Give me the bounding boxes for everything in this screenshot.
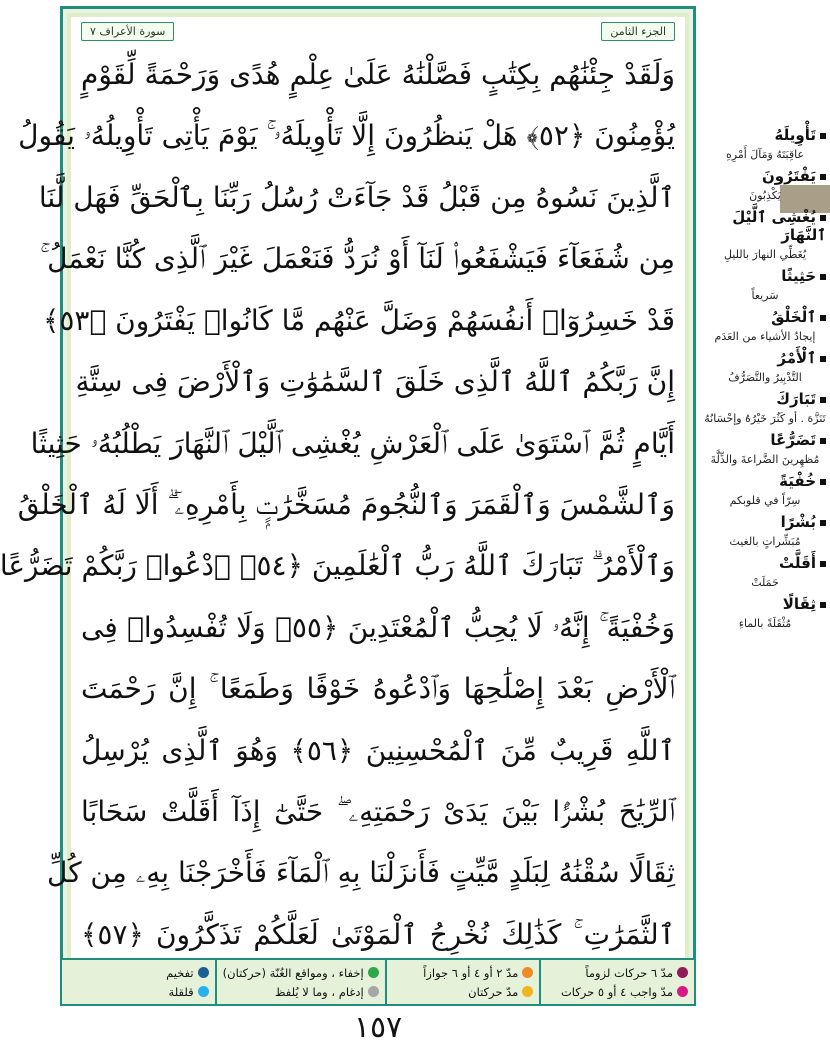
verse-line: يُؤْمِنُونَ ﴿٥٢﴾ هَلْ يَنظُرُونَ إِلَّا تَأْوِيلَهُۥ ۚ يَوْمَ يَأْتِى تَأْوِيلُهُۥ يَقُولُ <box>18 119 675 153</box>
tajweed-legend <box>60 958 696 1006</box>
square-bullet-icon <box>820 174 826 180</box>
glossary-definition: حَمَلَتْ <box>751 576 779 589</box>
glossary-word: تَضَرُّعًا <box>704 431 826 449</box>
square-bullet-icon <box>820 520 826 526</box>
glossary-definition: التَّدْبِيرُ والتَّصَرُّفُ <box>728 371 802 384</box>
color-dot-icon <box>522 986 533 997</box>
glossary-definition: سِرّاً في قلوبكم <box>729 494 801 507</box>
legend-item <box>547 966 688 980</box>
verse-line: وَٱلشَّمْسَ وَٱلْقَمَرَ وَٱلنُّجُومَ مُسَخَّرَٰتٍۭ بِأَمْرِهِۦٓ ۗ أَلَا لَهُ ٱلْخَلْقُ <box>17 487 675 521</box>
square-bullet-icon <box>820 397 826 403</box>
square-bullet-icon <box>820 438 826 444</box>
glossary-definition: مُثْقَلَةً بالماءِ <box>738 617 792 630</box>
legend-item <box>547 985 688 999</box>
legend-column <box>62 960 215 1004</box>
glossary-definition: يُغَطِّي النهارَ بالليلِ <box>723 248 807 261</box>
legend-item <box>393 966 534 980</box>
glossary-definition: عاقِبَتَهُ وَمَآلَ أَمْرِهِ <box>725 148 805 161</box>
legend-label: مدّ ٢ أو ٤ أو ٦ جوازاً <box>423 965 519 980</box>
square-bullet-icon <box>820 274 826 280</box>
verses-block <box>0 49 676 961</box>
legend-item <box>68 966 209 980</box>
square-bullet-icon <box>820 602 826 608</box>
square-bullet-icon <box>820 356 826 362</box>
glossary-word: ثِقَالًا <box>704 595 826 613</box>
glossary-definition: يَكْذِبُونَ <box>749 189 781 202</box>
verse-line: ٱلثَّمَرَٰتِ ۚ كَذَٰلِكَ نُخْرِجُ ٱلْمَوْتَىٰ لَعَلَّكُمْ تَذَكَّرُونَ ﴿٥٧﴾ <box>81 917 676 951</box>
glossary-word: تَأْوِيلَهُ <box>704 126 826 144</box>
verse-line: أَيَّامٍ ثُمَّ ٱسْتَوَىٰ عَلَى ٱلْعَرْشِ يُغْشِى ٱلَّيْلَ ٱلنَّهَارَ يَطْلُبُهُۥ حَثِيثًا <box>30 426 675 460</box>
square-bullet-icon <box>820 133 826 139</box>
square-bullet-icon <box>820 479 826 485</box>
verse-line: مِن شُفَعَآءَ فَيَشْفَعُوا۟ لَنَآ أَوْ نُرَدُّ فَنَعْمَلَ غَيْرَ ٱلَّذِى كُنَّا نَعْمَلُ ۚ <box>40 242 675 276</box>
page-header <box>71 17 685 45</box>
color-dot-icon <box>677 967 688 978</box>
color-dot-icon <box>198 986 209 997</box>
verse-line: إِنَّ رَبَّكُمُ ٱللَّهُ ٱلَّذِى خَلَقَ ٱلسَّمَٰوَٰتِ وَٱلْأَرْضَ فِى سِتَّةِ <box>75 365 675 399</box>
square-bullet-icon <box>820 215 826 221</box>
glossary-word: أَقَلَّتْ <box>704 554 826 572</box>
color-dot-icon <box>198 967 209 978</box>
glossary-word: ٱلْأَمْرُ <box>704 349 826 367</box>
legend-column <box>385 960 540 1004</box>
color-dot-icon <box>522 967 533 978</box>
verse-line: ٱلْأَرْضِ بَعْدَ إِصْلَٰحِهَا وَٱدْعُوهُ خَوْفًا وَطَمَعًا ۚ إِنَّ رَحْمَتَ <box>81 672 675 706</box>
verse-line: وَٱلْأَمْرُ ۗ تَبَارَكَ ٱللَّهُ رَبُّ ٱلْعَٰلَمِينَ ﴿٥٤﴾ ٱدْعُوا۟ رَبَّكُمْ تَضَرُّعًا <box>0 549 675 583</box>
legend-item <box>223 985 379 999</box>
page-number: ١٥٧ <box>353 1010 403 1045</box>
legend-column <box>539 960 694 1004</box>
glossary-word: يُغْشِى ٱلَّيْلَ ٱلنَّهَارَ <box>732 208 826 244</box>
glossary-definition: سَريعاً <box>751 289 779 302</box>
glossary-word: خُفْيَةً <box>704 472 826 490</box>
verse-line: ٱللَّهِ قَرِيبٌ مِّنَ ٱلْمُحْسِنِينَ ﴿٥٦﴾ وَهُوَ ٱلَّذِى يُرْسِلُ <box>81 733 675 767</box>
legend-label: مدّ واجب ٤ أو ٥ حركات <box>560 984 673 999</box>
square-bullet-icon <box>820 315 826 321</box>
legend-label: مدّ حركتان <box>468 984 519 999</box>
glossary-definition: تَنَزَّهَ . أو كَثُرَ خَيْرُهُ وإحْسَانُهُ <box>704 412 826 425</box>
legend-column <box>215 960 385 1004</box>
glossary-word: حَثِيثًا <box>704 267 826 285</box>
glossary-word: يَفْتَرُونَ <box>704 167 826 185</box>
glossary-definition: مُظهِرينَ الضَّراعةَ والذِّلَّةَ <box>710 453 820 466</box>
glossary-margin <box>704 120 826 1020</box>
juz-label: الجزء الثامن <box>601 22 675 41</box>
verse-line: ثِقَالًا سُقْنَٰهُ لِبَلَدٍ مَّيِّتٍ فَأَنزَلْنَا بِهِ ٱلْمَآءَ فَأَخْرَجْنَا بِهِۦ مِن كُلِّ <box>47 856 675 890</box>
square-bullet-icon <box>820 561 826 567</box>
verse-line: ٱلرِّيَٰحَ بُشْرًۢا بَيْنَ يَدَىْ رَحْمَتِهِۦ ۖ حَتَّىٰٓ إِذَآ أَقَلَّتْ سَحَابًا <box>81 795 675 829</box>
legend-item <box>223 966 379 980</box>
legend-label: تفخيم <box>166 965 194 980</box>
page-frame-inner <box>0 13 689 999</box>
legend-item <box>393 985 534 999</box>
color-dot-icon <box>368 967 379 978</box>
verse-line: قَدْ خَسِرُوٓا۟ أَنفُسَهُمْ وَضَلَّ عَنْهُم مَّا كَانُوا۟ يَفْتَرُونَ ﴿٥٣﴾ <box>42 303 675 337</box>
glossary-definition: مُبَشِّراتٍ بالغيث <box>729 535 801 548</box>
surah-label: سورة الأعراف ٧ <box>81 22 174 41</box>
verse-line: ٱلَّذِينَ نَسُوهُ مِن قَبْلُ قَدْ جَآءَتْ رُسُلُ رَبِّنَا بِٱلْحَقِّ فَهَل لَّنَا <box>38 180 675 214</box>
verse-line: وَلَقَدْ جِئْنَٰهُم بِكِتَٰبٍ فَصَّلْنَٰهُ عَلَىٰ عِلْمٍ هُدًى وَرَحْمَةً لِّقَوْمٍ <box>81 58 675 91</box>
legend-label: مدّ ٦ حركات لزوماً <box>585 965 673 980</box>
legend-label: إخفاء ، ومواقع الغُنّة (حركتان) <box>222 965 364 980</box>
legend-label: إدغام ، وما لا يُلفظ <box>274 984 364 999</box>
legend-item <box>68 985 209 999</box>
legend-label: قلقلة <box>168 984 194 999</box>
color-dot-icon <box>677 986 688 997</box>
glossary-word: بُشْرًا <box>704 513 826 531</box>
glossary-definition: إيجادُ الأشياء من العَدَم <box>714 330 816 343</box>
page-frame <box>0 6 696 1006</box>
glossary-word: ٱلْخَلْقُ <box>704 308 826 326</box>
color-dot-icon <box>368 986 379 997</box>
glossary-word: تَبَارَكَ <box>704 390 826 408</box>
verse-line: وَخُفْيَةً ۚ إِنَّهُۥ لَا يُحِبُّ ٱلْمُعْتَدِينَ ﴿٥٥﴾ وَلَا تُفْسِدُوا۟ فِى <box>81 610 675 644</box>
